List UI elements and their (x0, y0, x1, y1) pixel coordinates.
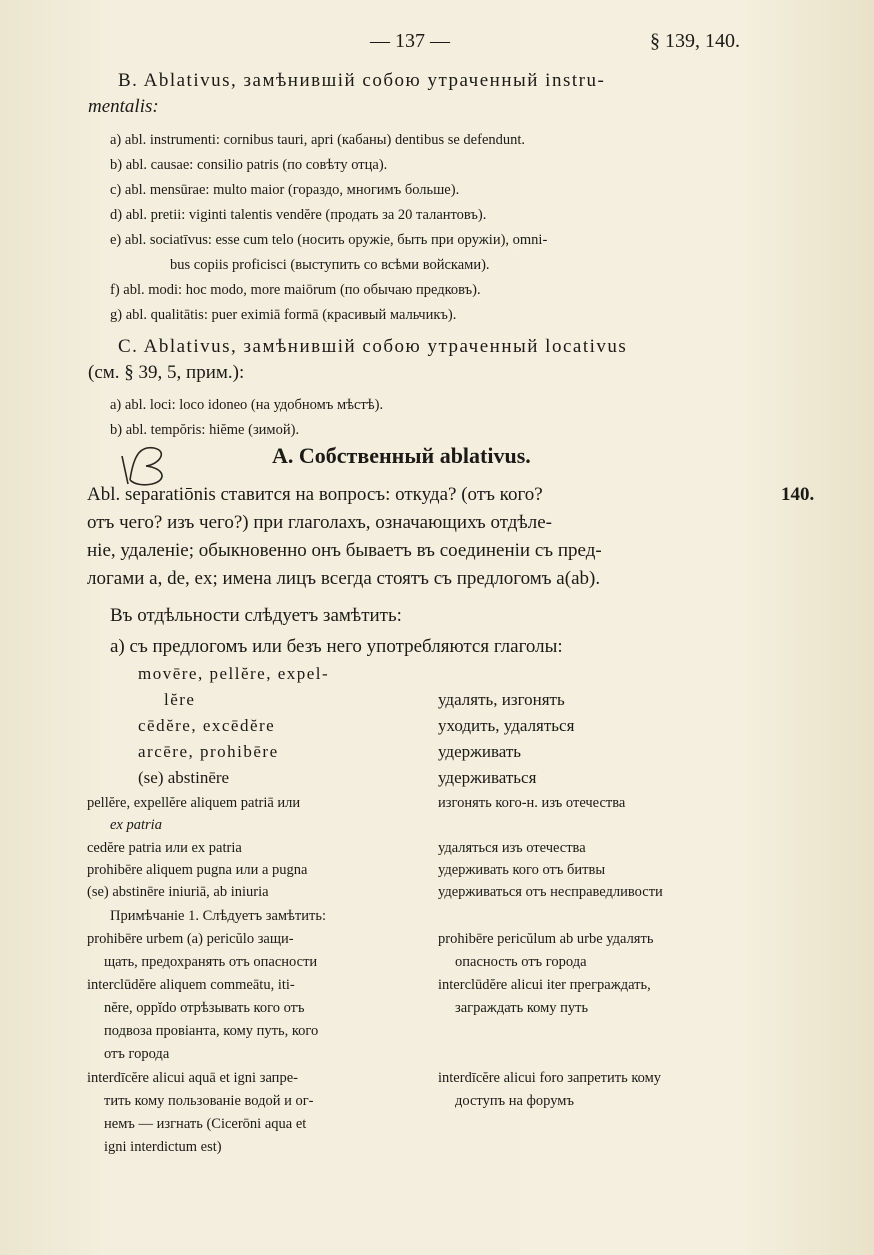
section-reference: § 139, 140. (650, 30, 740, 52)
remark-right: interdīcĕre alicui foro запретить кому (438, 1070, 662, 1086)
remark-left: отъ города (104, 1046, 170, 1062)
section-b-heading-cont: mentalis: (88, 96, 159, 117)
remark-right: prohibēre pericŭlum ab urbe удалять (438, 931, 654, 947)
paragraph-line: ніе, удаленіе; обыкновенно онъ бываетъ въ соединеніи съ пред- (87, 540, 602, 561)
remark-left: щать, предохранять отъ опасности (104, 954, 318, 970)
example-left: cedĕre patria или ex patria (87, 840, 242, 856)
remark-left: interclūdĕre aliquem commeātu, iti- (87, 977, 295, 993)
remark-right: заграждать кому путь (455, 1000, 589, 1016)
remark-left: igni interdictum est) (104, 1139, 222, 1155)
remark-right: interclūdĕre alicui iter преграждать, (438, 977, 651, 993)
verb-russian: уходить, удаляться (438, 716, 575, 735)
list-item: c) abl. mensūrae: multo maior (гораздо, многимъ больше). (110, 182, 460, 198)
remark-left: подвоза провіанта, кому путь, кого (104, 1023, 319, 1039)
verb-russian: удерживаться (438, 768, 537, 787)
verb-latin: arcēre, prohibēre (138, 742, 279, 761)
example-right: удаляться изъ отечества (438, 840, 586, 856)
example-right: удерживаться отъ несправедливости (438, 884, 663, 900)
page-number: — 137 — (370, 30, 450, 52)
list-item: b) abl. tempŏris: hiĕme (зимой). (110, 422, 300, 438)
example-left: (se) abstinēre iniuriā, ab iniuria (87, 884, 269, 900)
margin-number: 140. (781, 484, 815, 505)
verb-latin: lĕre (164, 690, 196, 709)
remark-right: доступъ на форумъ (455, 1093, 574, 1109)
remark-right: опасность отъ города (455, 954, 587, 970)
paragraph-line: логами a, de, ex; имена лицъ всегда стоятъ съ предлогомъ a(ab). (87, 568, 601, 589)
note-intro: Въ отдѣльности слѣдуетъ замѣтить: (110, 605, 402, 626)
remark-left: prohibēre urbem (a) pericŭlo защи- (87, 931, 294, 947)
remark-left: тить кому пользованіе водой и ог- (104, 1093, 314, 1109)
list-item-cont: bus copiis proficisci (выступить со всѣми войсками). (170, 257, 490, 273)
section-a-title: A. Собственный ablativus. (272, 443, 531, 468)
list-item: e) abl. sociatīvus: esse cum telo (носить оружіе, быть при оружіи), omni- (110, 232, 548, 248)
example-left: pellĕre, expellĕre aliquem patriā или (87, 795, 301, 811)
verb-latin: (se) abstinēre (138, 768, 230, 787)
verb-russian: удалять, изгонять (438, 690, 565, 709)
example-left: prohibēre aliquem pugna или a pugna (87, 862, 308, 878)
remark-left: interdīcĕre alicui aquā et igni запре- (87, 1070, 298, 1086)
list-item: a) abl. instrumenti: cornibus tauri, apri (кабаны) dentibus se defendunt. (110, 132, 526, 148)
remark-left: немъ — изгнать (Cicerōni aqua et (104, 1116, 307, 1132)
list-item: a) abl. loci: loco idoneo (на удобномъ мѣстѣ). (110, 397, 384, 413)
example-right: удерживать кого отъ битвы (438, 862, 606, 878)
verb-latin: cēdĕre, excēdĕre (138, 716, 276, 735)
handwritten-mark-icon (112, 442, 178, 488)
list-item: f) abl. modi: hoc modo, more maiōrum (по обычаю предковъ). (110, 282, 481, 298)
verb-latin: movēre, pellĕre, expel- (138, 664, 330, 683)
list-item: d) abl. pretii: viginti talentis vendĕre (продать за 20 талантовъ). (110, 207, 487, 223)
list-item: b) abl. causae: consilio patris (по совѣту отца). (110, 157, 388, 173)
paragraph-line: Abl. separatiōnis ставится на вопросъ: откуда? (отъ кого? (87, 484, 543, 505)
note-a: а) съ предлогомъ или безъ него употребляются глаголы: (110, 636, 563, 657)
remark-left: nĕre, oppĭdo отрѣзывать кого отъ (104, 1000, 305, 1016)
verb-russian: удерживать (438, 742, 522, 761)
section-b-heading: B. Ablativus, замѣнившій собою утраченный instru- (118, 70, 606, 91)
example-left: ex patria (110, 817, 162, 833)
list-item: g) abl. qualitātis: puer eximiā formā (красивый мальчикъ). (110, 307, 457, 323)
example-right: изгонять кого-н. изъ отечества (438, 795, 626, 811)
remark-heading: Примѣчаніе 1. Слѣдуетъ замѣтить: (110, 908, 327, 924)
section-c-heading-cont: (см. § 39, 5, прим.): (88, 362, 245, 383)
section-c-heading: C. Ablativus, замѣнившій собою утраченный locativus (118, 336, 628, 357)
paragraph-line: отъ чего? изъ чего?) при глаголахъ, означающихъ отдѣле- (87, 512, 552, 533)
